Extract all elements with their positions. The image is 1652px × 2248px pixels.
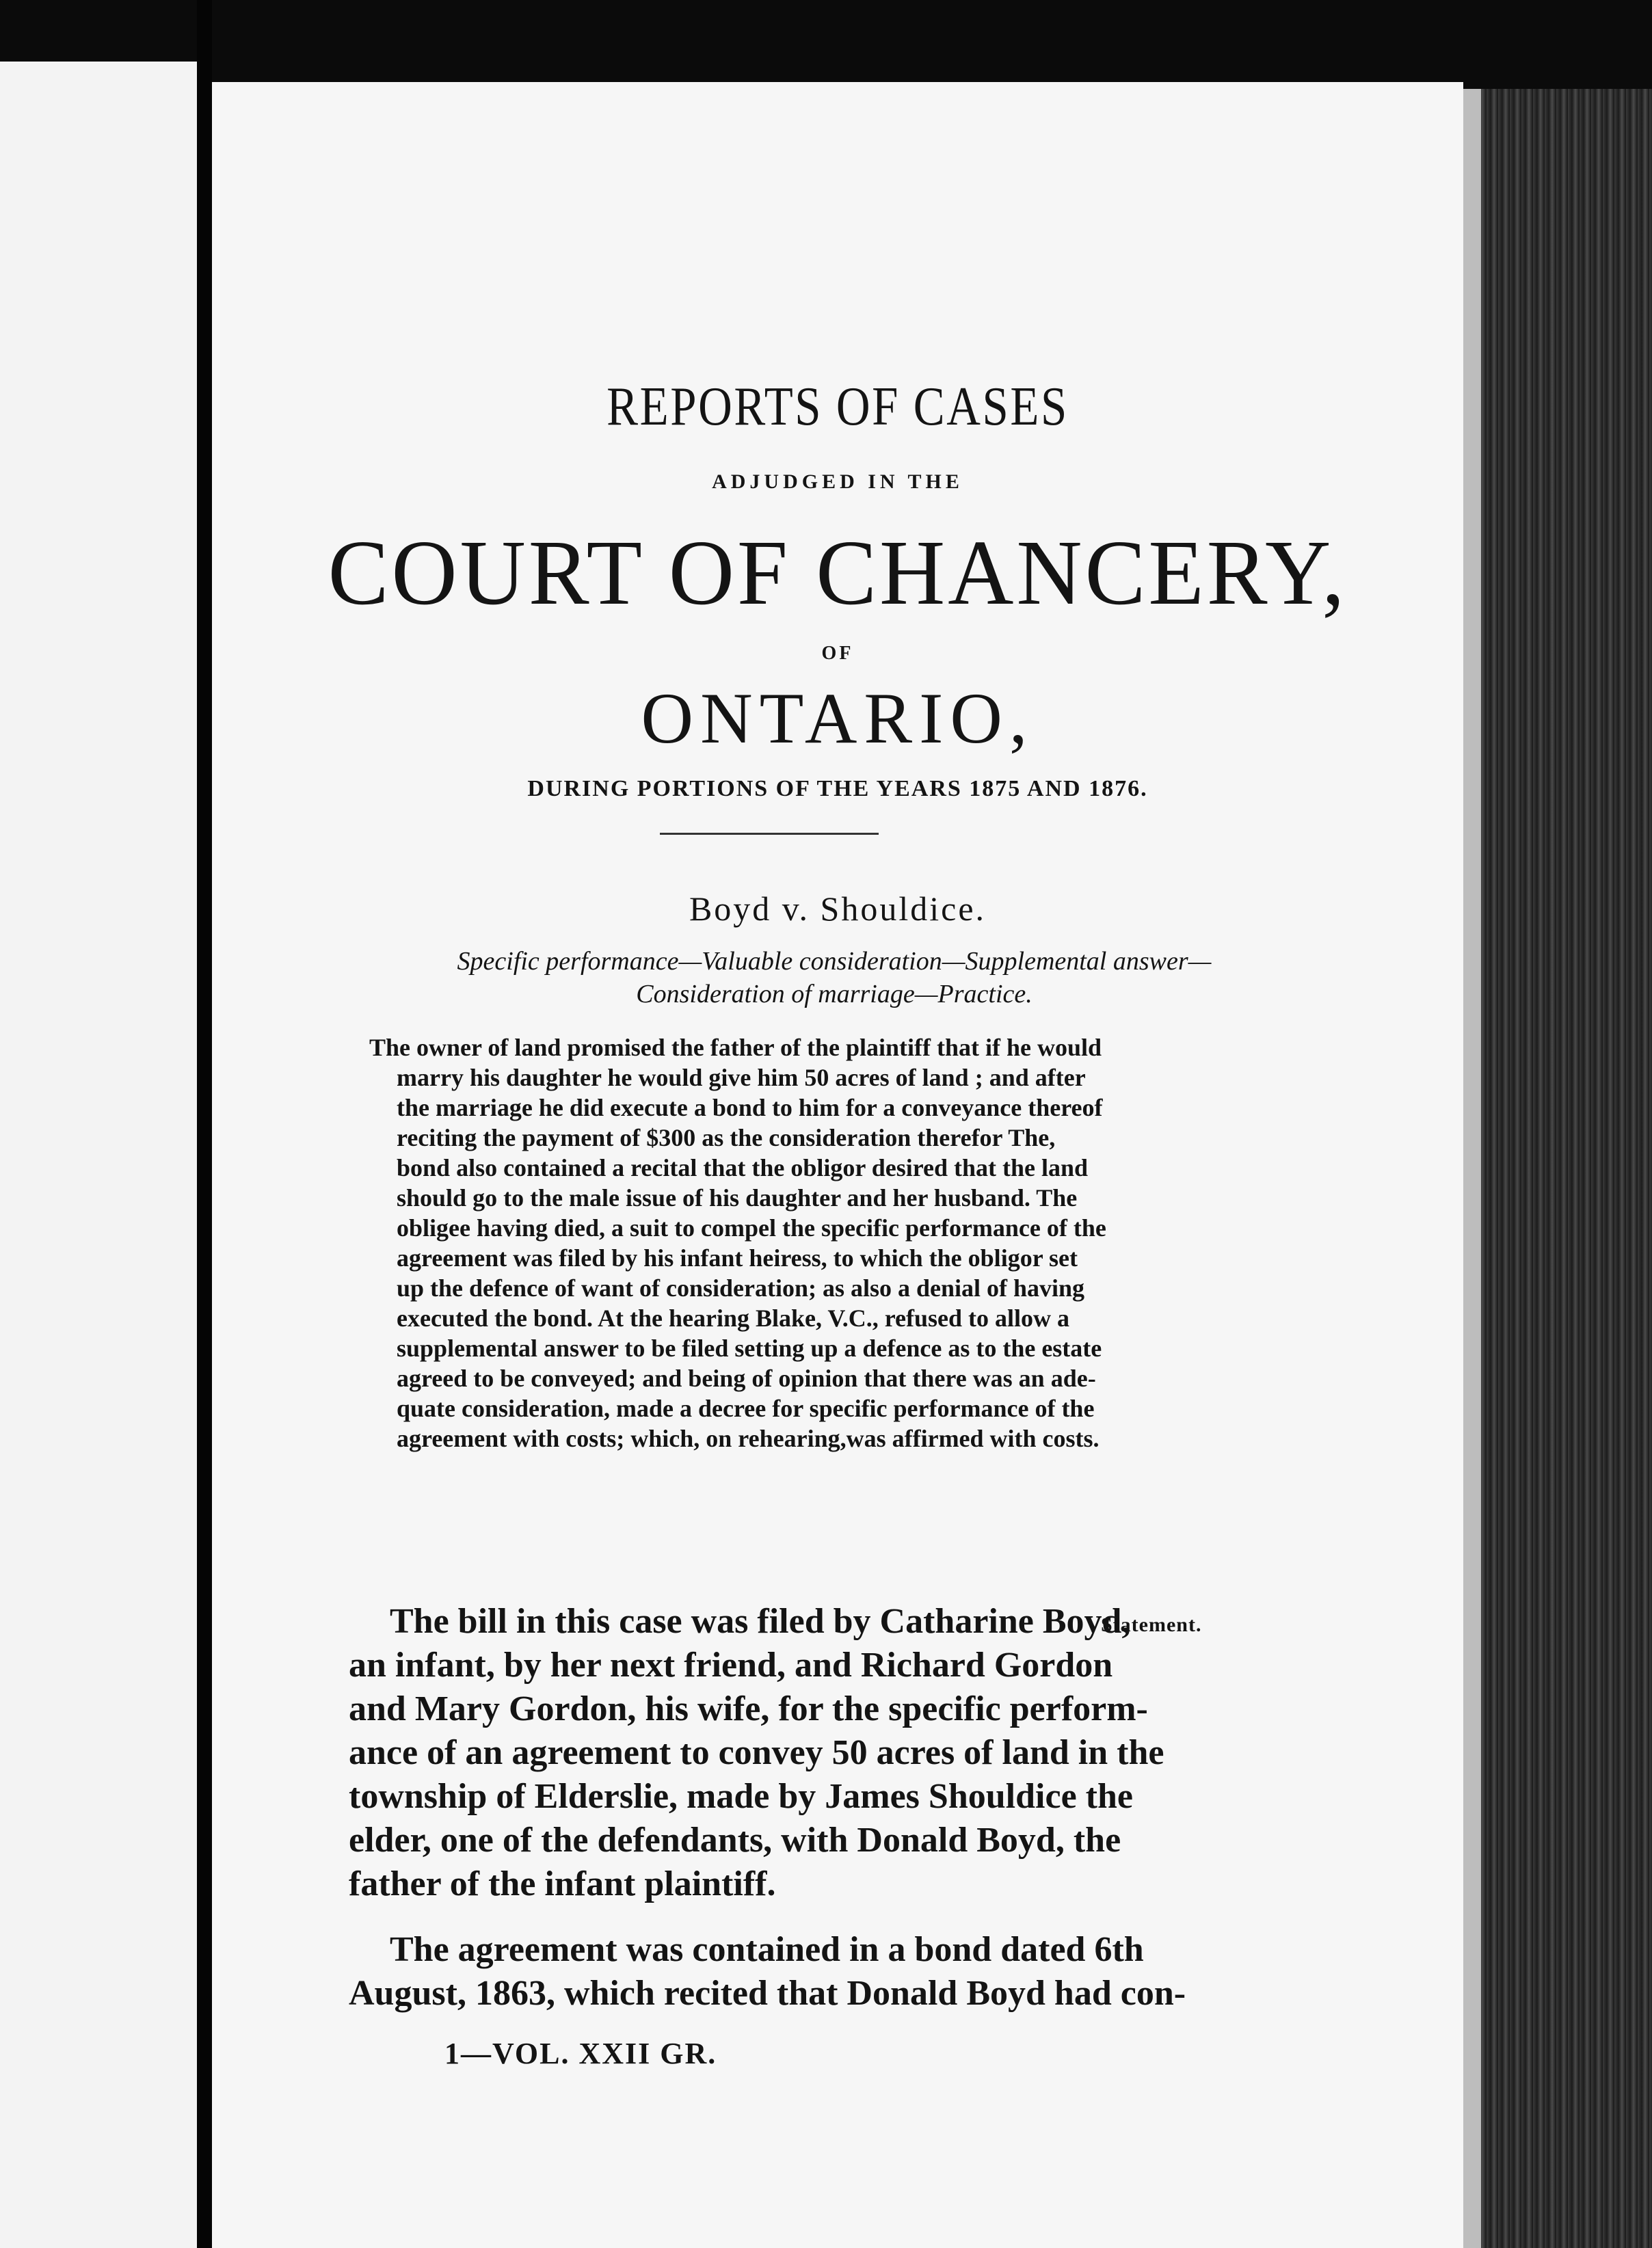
syllabus-line: supplemental answer to be filed setting up a defence as to the estate [397, 1335, 1102, 1362]
syllabus-line: the marriage he did execute a bond to him for a conveyance thereof [397, 1094, 1103, 1121]
body-line: The agreement was contained in a bond dated 6th [390, 1930, 1144, 1969]
syllabus-line: marry his daughter he would give him 50 acres of land ; and after [397, 1064, 1086, 1091]
signature-mark: 1—VOL. XXII GR. [444, 2037, 717, 2070]
book-gutter [197, 0, 212, 2248]
headnote-keywords [383, 945, 1285, 1011]
syllabus-line: agreement with costs; which, on rehearing,was affirmed with costs. [397, 1425, 1100, 1452]
syllabus [369, 1032, 1327, 1454]
syllabus-line: bond also contained a recital that the obligor desired that the land [397, 1154, 1089, 1181]
syllabus-line: should go to the male issue of his daughter and her husband. The [397, 1184, 1078, 1212]
body-line: and Mary Gordon, his wife, for the specific perform- [349, 1689, 1148, 1728]
body-line: elder, one of the defendants, with Donald Boyd, the [349, 1821, 1121, 1860]
statement-margin-label: Statement. [1101, 1614, 1202, 1636]
reports-title: REPORTS OF CASES [607, 377, 1069, 437]
court-title: COURT OF CHANCERY, [328, 522, 1348, 624]
syllabus-line: The owner of land promised the father of the plaintiff that if he would [369, 1034, 1102, 1061]
body-line: township of Elderslie, made by James Shouldice the [349, 1777, 1133, 1816]
syllabus-line: obligee having died, a suit to compel the specific performance of the [397, 1214, 1106, 1242]
years-line: DURING PORTIONS OF THE YEARS 1875 AND 1876. [527, 776, 1148, 801]
syllabus-line: executed the bond. At the hearing Blake, V.C., refused to allow a [397, 1304, 1070, 1332]
title-rule [660, 833, 879, 835]
syllabus-line: agreement was filed by his infant heiress, to which the obligor set [397, 1244, 1078, 1272]
statement-paragraph [349, 1600, 1333, 1906]
body-line: an infant, by her next friend, and Richard Gordon [349, 1646, 1113, 1685]
adjudged-line: ADJUDGED IN THE [712, 470, 963, 493]
province-title: ONTARIO, [641, 678, 1035, 758]
book-page [212, 82, 1463, 2248]
body-line: ance of an agreement to convey 50 acres of land in the [349, 1733, 1164, 1772]
body-line: August, 1863, which recited that Donald Boyd had con- [349, 1974, 1186, 2013]
of-line: OF [821, 643, 854, 664]
keywords-line-2: Consideration of marriage—Practice. [636, 980, 1032, 1008]
keywords-line-1: Specific performance—Valuable consideration—Supplemental answer— [457, 947, 1212, 976]
book-page-edges [1463, 89, 1652, 2248]
adjacent-left-page [0, 62, 201, 2248]
syllabus-line: reciting the payment of $300 as the consideration therefor The, [397, 1124, 1056, 1151]
syllabus-line: agreed to be conveyed; and being of opinion that there was an ade- [397, 1365, 1096, 1392]
second-paragraph [349, 1928, 1333, 2016]
case-title: Boyd v. Shouldice. [689, 889, 987, 928]
body-line: father of the infant plaintiff. [349, 1864, 776, 1903]
syllabus-line: up the defence of want of consideration; as also a denial of having [397, 1274, 1085, 1302]
syllabus-line: quate consideration, made a decree for specific performance of the [397, 1395, 1095, 1422]
book-page-edge-highlight [1463, 89, 1481, 2248]
body-line: The bill in this case was filed by Catharine Boyd, [390, 1602, 1131, 1641]
